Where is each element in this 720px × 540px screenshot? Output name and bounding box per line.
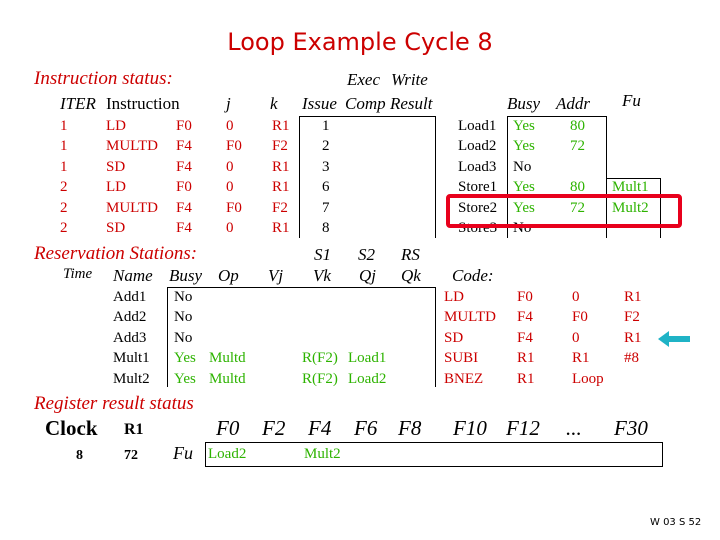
reg-f6-header: F6 — [354, 416, 378, 440]
qj-header: Qj — [359, 266, 376, 285]
table-row: Load3 No — [458, 158, 532, 175]
fu-row-label: Fu — [173, 443, 193, 463]
code-line: SD F4 0 R1 — [444, 329, 642, 346]
table-row: 1 LD F0 0 R1 1 — [60, 117, 330, 134]
rs-busy-header: Busy — [169, 266, 203, 285]
code-header: Code: — [452, 266, 494, 285]
reg-ellipsis-header: ... — [566, 416, 582, 440]
code-line: LD F0 0 R1 — [444, 288, 642, 305]
time-header: Time — [63, 266, 93, 282]
code-listing — [444, 287, 664, 390]
op-header: Op — [218, 266, 239, 285]
table-row: Mult2 Yes Multd R(F2) Load2 — [113, 370, 387, 387]
slide-footer: W 03 S 52 — [650, 517, 702, 528]
instruction-status-label: Instruction status: — [34, 68, 173, 89]
table-row: 2 SD F4 0 R1 8 — [60, 220, 330, 237]
reg-f4-header: F4 — [308, 416, 332, 440]
slide-title: Loop Example Cycle 8 — [227, 28, 493, 56]
s1-header: S1 — [314, 245, 331, 264]
rs-header: RS — [401, 245, 420, 264]
table-row: Load1 Yes 80 — [458, 117, 585, 134]
busy-header: Busy — [507, 94, 541, 113]
iter-header: ITER — [60, 94, 96, 113]
name-header: Name — [113, 266, 153, 285]
table-row: Store3 No — [458, 220, 532, 237]
addr-header: Addr — [556, 94, 590, 113]
table-row: Store2 Yes 72 Mult2 — [458, 199, 649, 216]
code-line: MULTD F4 F0 F2 — [444, 309, 640, 326]
arrow-left-icon — [658, 330, 690, 348]
reg-f12-header: F12 — [506, 416, 540, 440]
table-row: 2 MULTD F4 F0 F2 7 — [60, 199, 330, 216]
reg-f0-header: F0 — [216, 416, 240, 440]
vj-header: Vj — [268, 266, 284, 285]
reg-f0-fu: Load2 — [208, 446, 247, 462]
reg-f4-fu: Mult2 — [304, 446, 341, 462]
reg-f8-header: F8 — [398, 416, 422, 440]
table-row: 1 SD F4 0 R1 3 — [60, 158, 330, 175]
reg-f30-header: F30 — [614, 416, 648, 440]
vk-header: Vk — [313, 266, 331, 285]
comp-header: Comp — [345, 94, 386, 113]
s2-header: S2 — [358, 245, 375, 264]
table-row: 1 MULTD F4 F0 F2 2 — [60, 138, 330, 155]
issue-header: Issue — [302, 94, 337, 113]
j-header: j — [226, 94, 231, 113]
code-line: BNEZ R1 Loop — [444, 370, 604, 387]
clock-label: Clock — [45, 416, 98, 440]
reservation-stations-table — [113, 287, 398, 390]
instruction-status-table — [60, 116, 352, 239]
r1-value: 72 — [124, 448, 138, 463]
reg-f10-header: F10 — [453, 416, 487, 440]
table-row: Load2 Yes 72 — [458, 138, 585, 155]
table-row: Add1 No — [113, 288, 193, 305]
result-header: Result — [390, 94, 433, 113]
table-row: Mult1 Yes Multd R(F2) Load1 — [113, 350, 387, 367]
store2-highlight-box — [446, 194, 682, 228]
write-header: Write — [391, 70, 428, 89]
register-result-status-label: Register result status — [34, 393, 194, 414]
instruction-header: Instruction — [106, 94, 180, 113]
table-row: 2 LD F0 0 R1 6 — [60, 179, 330, 196]
r1-label: R1 — [124, 421, 144, 438]
register-fu-row — [205, 442, 663, 467]
table-row: Store1 Yes 80 Mult1 — [458, 179, 649, 196]
table-row: Add3 No — [113, 329, 193, 346]
qk-header: Qk — [401, 266, 421, 285]
reg-f2-header: F2 — [262, 416, 286, 440]
table-row: Add2 No — [113, 309, 193, 326]
code-line: SUBI R1 R1 #8 — [444, 350, 639, 367]
exec-header: Exec — [347, 70, 381, 89]
fu-header: Fu — [622, 91, 641, 110]
k-header: k — [270, 94, 278, 113]
clock-value: 8 — [76, 448, 83, 463]
reservation-stations-label: Reservation Stations: — [34, 243, 198, 264]
